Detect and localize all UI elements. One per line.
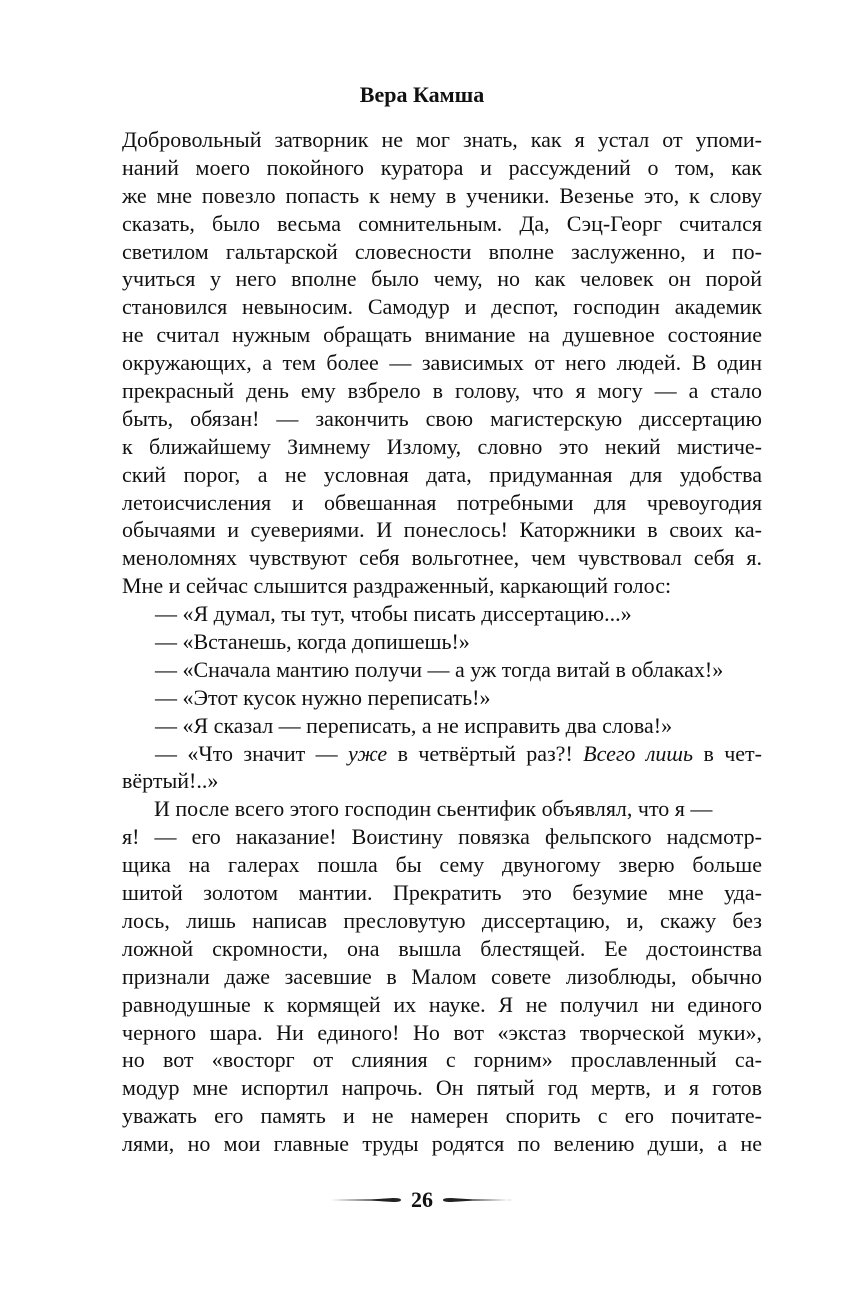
page-body-text — [122, 126, 762, 1158]
text-line: шитой золотом мантии. Прекратить это безумие мне уда- — [122, 880, 762, 906]
text-line: лями, но мои главные труды родятся по велению души, а не — [122, 1131, 762, 1157]
text-run: — «Что значит — — [155, 740, 349, 766]
text-line: быть, обязан! — закончить свою магистерскую диссертацию — [122, 405, 762, 431]
emphasis-run: уже — [348, 740, 388, 766]
dialogue-line: — «Этот кусок нужно переписать!» — [155, 684, 491, 710]
text-line: равнодушные к кормящей их науке. Я не получил ни единого — [122, 991, 762, 1017]
emphasis-run: Всего лишь — [583, 740, 694, 766]
text-run: в чет- — [693, 740, 762, 766]
paragraph-start-line: И после всего этого господин сьентифик объявлял, что я — — [154, 796, 713, 822]
text-line: менoломнях чувствуют себя вольготнее, чем чувствовал себя я. — [122, 545, 762, 571]
text-line: не считал нужным обращать внимание на душевное состояние — [122, 322, 762, 348]
right-ornament-icon — [441, 1196, 513, 1204]
text-line: обычаями и суевериями. И понеслось! Каторжники в своих ка- — [122, 517, 762, 543]
text-line: ложной скромности, она вышла блестящей. Ее достоинства — [122, 935, 762, 961]
text-line: становился невыносим. Самодур и деспот, господин академик — [122, 294, 762, 320]
text-run: в четвёртый раз?! — [387, 740, 584, 766]
text-line: окружающих, а тем более — зависимых от него людей. В один — [122, 350, 762, 376]
text-line: Мне и сейчас слышится раздраженный, каркающий голос: — [122, 573, 672, 599]
text-line: модур мне испортил напрочь. Он пятый год мертв, и я готов — [122, 1075, 762, 1101]
text-line: лось, лишь написав пресловутую диссертацию, и, скажу без — [122, 907, 762, 933]
text-line: щика на галерах пошла бы сему двуногому зверю больше — [122, 852, 762, 878]
page-number: 26 — [411, 1187, 433, 1212]
text-line: наний моего покойного куратора и рассуждений о том, как — [122, 154, 762, 180]
text-line: светилом гальтарской словесности вполне заслуженно, и по- — [122, 238, 762, 264]
text-line: я! — его наказание! Воистину повязка фельпского надсмотр- — [122, 824, 762, 850]
text-line: черного шара. Ни единого! Но вот «экстаз творческой муки», — [122, 1019, 762, 1045]
left-ornament-icon — [331, 1196, 403, 1204]
dialogue-line: — «Встанешь, когда допишешь!» — [155, 629, 470, 655]
text-line: ский порог, а не условная дата, придуманная для удобства — [122, 461, 762, 487]
text-line: прекрасный день ему взбрело в голову, что я могу — а стало — [122, 378, 762, 404]
text-line: учиться у него вполне было чему, но как человек он порой — [122, 266, 762, 292]
page-footer — [0, 1186, 844, 1214]
text-line: уважать его память и не намерен спорить с его почитате- — [122, 1103, 762, 1129]
text-line: сказать, было весьма сомнительным. Да, Сэц-Георг считался — [122, 210, 762, 236]
dialogue-line: — «Я сказал — переписать, а не исправить два слова!» — [155, 712, 673, 738]
text-line: признали даже засевшие в Малом совете лизоблюды, обычно — [122, 963, 762, 989]
text-line: вёртый!..» — [122, 768, 219, 794]
dialogue-line: — «Сначала мантию получи — а уж тогда витай в облаках!» — [155, 656, 724, 682]
text-line: Добровольный затворник не мог знать, как я устал от упоми- — [122, 127, 762, 152]
dialogue-line: — «Я думал, ты тут, чтобы писать диссертацию...» — [155, 601, 632, 627]
text-line: к ближайшему Зимнему Излому, словно это некий мистиче- — [122, 433, 762, 459]
text-line: летоисчисления и обвешанная потребными для чревоугодия — [122, 489, 762, 515]
running-header-author: Вера Камша — [359, 82, 485, 107]
dialogue-line-with-emphasis — [122, 740, 762, 768]
text-line: же мне повезло попасть к нему в ученики. Везенье это, к слову — [122, 182, 762, 208]
text-line: но вот «восторг от слияния с горним» прославленный са- — [122, 1047, 762, 1073]
